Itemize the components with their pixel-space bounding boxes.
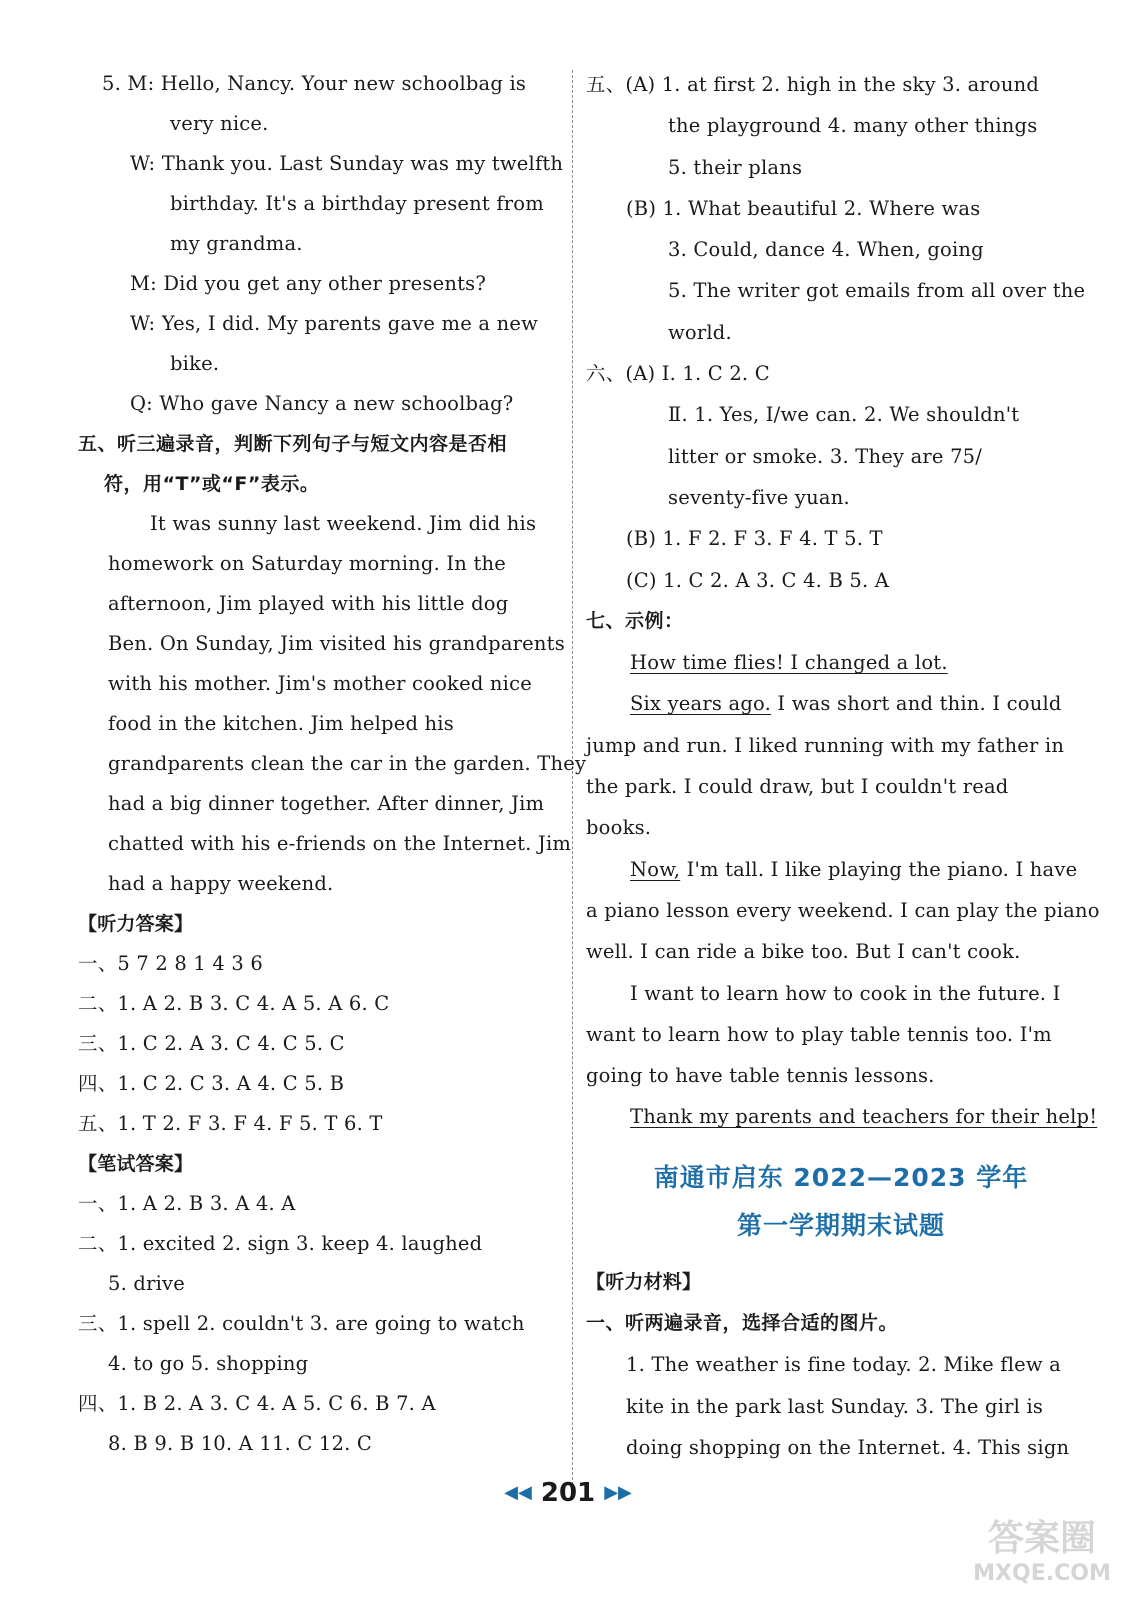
passage-line: afternoon, Jim played with his little dog	[108, 592, 509, 615]
answer-row: 四、1. C 2. C 3. A 4. C 5. B	[78, 1072, 345, 1095]
passage-line: chatted with his e-friends on the Internet. Jim	[108, 832, 572, 855]
answer-row: 8. B 9. B 10. A 11. C 12. C	[108, 1432, 373, 1455]
prev-arrows-icon: ◀◀	[504, 1482, 532, 1503]
answer-row: 一、1. A 2. B 3. A 4. A	[78, 1192, 296, 1215]
section-heading: 符，用“T”或“F”表示。	[104, 473, 320, 495]
essay-line: I want to learn how to cook in the future. I	[630, 981, 1061, 1005]
dialog-question: Q: Who gave Nancy a new schoolbag?	[130, 392, 514, 415]
section-heading: 五、听三遍录音，判断下列句子与短文内容是否相	[78, 433, 508, 455]
dialog-line: M: Did you get any other presents?	[130, 272, 487, 295]
left-column	[78, 64, 587, 1464]
answer-row: 三、1. spell 2. couldn't 3. are going to watch	[78, 1312, 525, 1335]
passage-line: homework on Saturday morning. In the	[108, 552, 506, 575]
page-footer	[0, 1478, 1136, 1508]
answer-row: 五、(A) 1. at first 2. high in the sky 3. around	[586, 73, 1040, 96]
passage-line: with his mother. Jim's mother cooked nice	[108, 672, 532, 695]
material-line: kite in the park last Sunday. 3. The girl is	[626, 1394, 1044, 1418]
listening-material-heading: 【听力材料】	[586, 1270, 702, 1293]
passage-line: had a big dinner together. After dinner, Jim	[108, 792, 545, 815]
answer-row: 4. to go 5. shopping	[108, 1352, 309, 1375]
dialog-line: my grandma.	[170, 232, 303, 255]
dialog-line: 5. M: Hello, Nancy. Your new schoolbag is	[102, 72, 527, 95]
answer-row: 三、1. C 2. A 3. C 4. C 5. C	[78, 1032, 345, 1055]
answer-row: (C) 1. C 2. A 3. C 4. B 5. A	[626, 568, 890, 592]
answer-row: world.	[668, 320, 732, 344]
essay-line: Now, I'm tall. I like playing the piano. I have	[630, 857, 1078, 881]
answer-row: 六、(A) Ⅰ. 1. C 2. C	[586, 362, 770, 386]
right-column	[586, 64, 1100, 1468]
passage-line: Ben. On Sunday, Jim visited his grandparents	[108, 632, 565, 655]
section-heading: 一、听两遍录音，选择合适的图片。	[586, 1312, 899, 1335]
page-number: 201	[540, 1478, 596, 1508]
listening-answers-heading: 【听力答案】	[78, 913, 194, 935]
exam-subtitle: 第一学期期末试题	[736, 1210, 945, 1240]
dialog-line: W: Yes, I did. My parents gave me a new	[130, 312, 538, 335]
essay-line: the park. I could draw, but I couldn't read	[586, 775, 1009, 799]
answer-row: 五、1. T 2. F 3. F 4. F 5. T 6. T	[78, 1112, 383, 1135]
answer-row: 四、1. B 2. A 3. C 4. A 5. C 6. B 7. A	[78, 1392, 436, 1415]
passage-line: food in the kitchen. Jim helped his	[108, 712, 454, 735]
answer-row: (B) 1. F 2. F 3. F 4. T 5. T	[626, 527, 883, 551]
material-line: 1. The weather is fine today. 2. Mike flew a	[626, 1353, 1061, 1377]
answer-row: 二、1. A 2. B 3. C 4. A 5. A 6. C	[78, 992, 390, 1015]
essay-line: Six years ago. I was short and thin. I could	[630, 692, 1062, 716]
material-line: doing shopping on the Internet. 4. This sign	[626, 1435, 1070, 1459]
essay-line: want to learn how to play table tennis too. I'm	[586, 1022, 1052, 1046]
watermark-url: MXQE.COM	[973, 1561, 1111, 1586]
answer-row: the playground 4. many other things	[668, 114, 1038, 138]
answer-row: litter or smoke. 3. They are 75/	[668, 444, 983, 468]
answer-row: 3. Could, dance 4. When, going	[668, 238, 984, 262]
answer-row: 5. their plans	[668, 155, 803, 179]
dialog-line: W: Thank you. Last Sunday was my twelfth	[130, 152, 564, 175]
passage-line: had a happy weekend.	[108, 872, 334, 895]
essay-closing: Thank my parents and teachers for their help!	[630, 1105, 1098, 1129]
answer-row: 5. The writer got emails from all over the	[668, 279, 1086, 303]
dialog-line: bike.	[170, 352, 220, 375]
exam-title: 南通市启东 2022—2023 学年	[653, 1162, 1029, 1192]
next-arrows-icon: ▶▶	[604, 1482, 632, 1503]
essay-line: jump and run. I liked running with my father in	[586, 733, 1065, 757]
dialog-line: birthday. It's a birthday present from	[170, 192, 544, 215]
answer-row: (B) 1. What beautiful 2. Where was	[626, 196, 981, 220]
essay-line: well. I can ride a bike too. But I can't cook.	[586, 940, 1021, 964]
example-heading: 七、示例：	[586, 609, 684, 632]
answer-row: 5. drive	[108, 1272, 186, 1295]
answer-row: 二、1. excited 2. sign 3. keep 4. laughed	[78, 1232, 483, 1255]
watermark-text: 答案圈	[987, 1518, 1097, 1559]
essay-line: books.	[586, 816, 652, 840]
passage-line: It was sunny last weekend. Jim did his	[150, 512, 537, 535]
answer-row: 一、5 7 2 8 1 4 3 6	[78, 952, 264, 975]
essay-line: a piano lesson every weekend. I can play the piano	[586, 898, 1100, 922]
passage-line: grandparents clean the car in the garden. They	[108, 752, 587, 775]
essay-line: going to have table tennis lessons.	[586, 1064, 935, 1088]
answer-row: seventy-five yuan.	[668, 485, 850, 509]
dialog-line: very nice.	[170, 112, 269, 135]
answer-row: Ⅱ. 1. Yes, I/we can. 2. We shouldn't	[668, 403, 1020, 427]
essay-title: How time flies! I changed a lot.	[630, 651, 948, 675]
written-answers-heading: 【笔试答案】	[78, 1153, 194, 1175]
watermark-logo	[962, 1508, 1122, 1588]
